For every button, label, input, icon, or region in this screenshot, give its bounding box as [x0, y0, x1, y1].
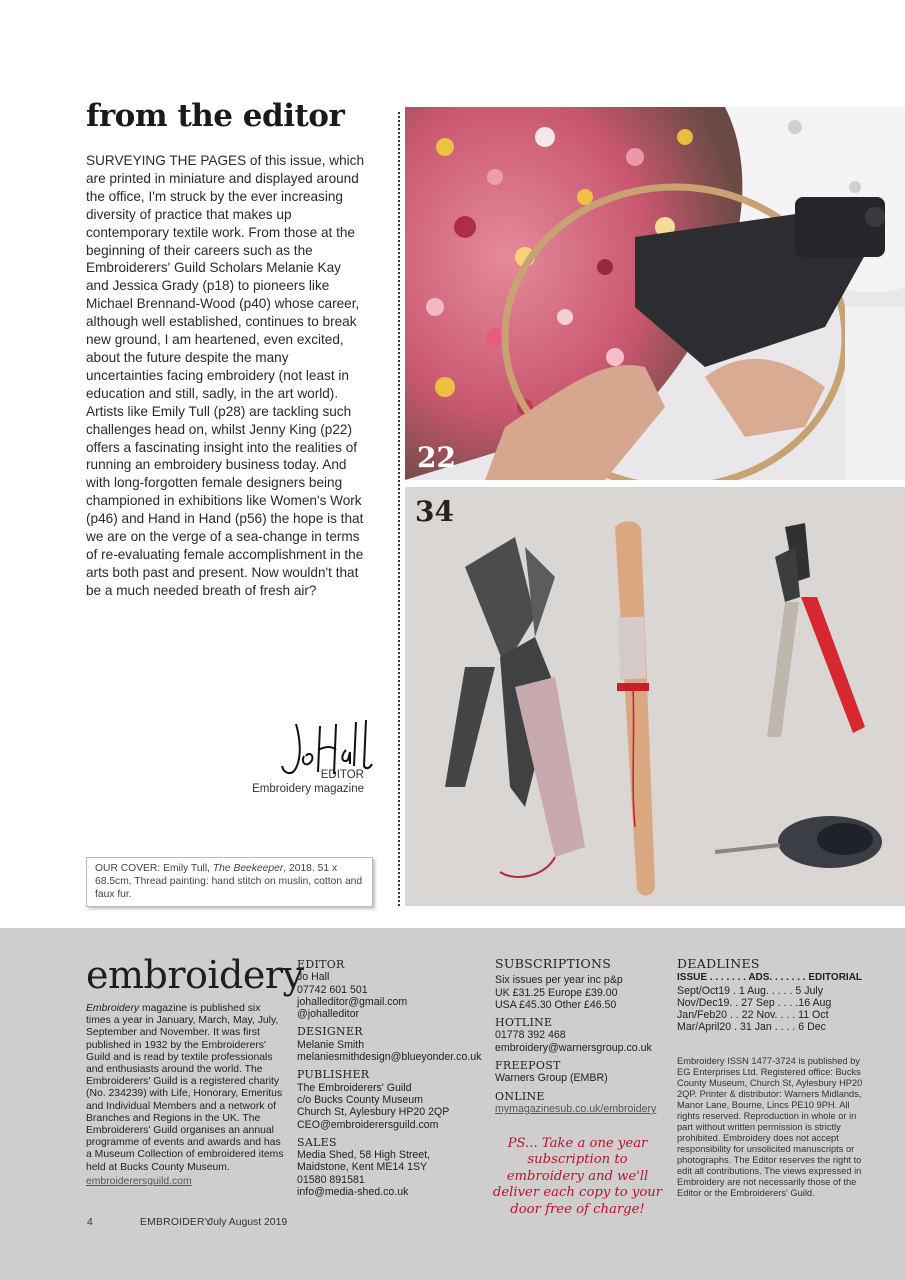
subscriptions-line-3: USA £45.30 Other £46.50 [495, 998, 617, 1011]
deadline-row: Mar/April20 . 31 Jan . . . . 6 Dec [677, 1021, 826, 1034]
signature-caption [252, 768, 364, 796]
cover-caption: OUR COVER: Emily Tull, The Beekeeper, 2018. 51 x 68.5cm. Thread painting: hand stitch on muslin, cotton and faux fur. [86, 857, 373, 907]
designer-heading: DESIGNER [297, 1025, 363, 1039]
folio-issue-date: July August 2019 [208, 1217, 288, 1228]
subscription-promo: PS... Take a one year subscription to embroidery and we'll deliver each copy to your door free of charge! [492, 1136, 663, 1217]
magazine-logo: embroidery [86, 953, 304, 997]
tools-illustration [405, 487, 905, 906]
deadlines-and-legal [677, 958, 867, 1199]
hotline-phone: 01778 392 468 [495, 1029, 566, 1042]
editor-title: from the editor [86, 98, 345, 134]
editor-publication: Embroidery magazine [252, 783, 364, 795]
deadline-row: Jan/Feb20 . . 22 Nov. . . . 11 Oct [677, 1009, 829, 1022]
sales-phone: 01580 891581 [297, 1173, 365, 1186]
subscription-url-link[interactable]: mymagazinesub.co.uk/embroidery [495, 1102, 657, 1115]
sales-heading: SALES [297, 1135, 337, 1149]
designer-email[interactable]: melaniesmithdesign@blueyonder.co.uk [297, 1051, 482, 1064]
sales-address-2: Maidstone, Kent ME14 1SY [297, 1161, 428, 1174]
guild-website-link[interactable]: embroiderersguild.com [86, 1175, 192, 1187]
hotline-email[interactable]: embroidery@warnersgroup.co.uk [495, 1041, 652, 1054]
folio-magazine-name: EMBROIDERY [140, 1217, 212, 1228]
photo-embroidery-machine [405, 107, 905, 480]
publisher-name: The Embroiderers' Guild [297, 1081, 412, 1094]
cover-work-title: The Beekeeper [212, 863, 284, 874]
photo-tools [405, 487, 905, 906]
editor-role: EDITOR [320, 769, 364, 781]
masthead-contacts [297, 959, 492, 1198]
online-heading: ONLINE [495, 1089, 545, 1103]
sales-email[interactable]: info@media-shed.co.uk [297, 1186, 409, 1199]
editor-email[interactable]: johalleditor@gmail.com [297, 995, 408, 1008]
column-divider [398, 112, 400, 906]
subscriptions-heading: SUBSCRIPTIONS [495, 956, 612, 971]
hotline-heading: HOTLINE [495, 1016, 553, 1030]
page-ref-22: 22 [417, 441, 456, 474]
legal-notice: Embroidery ISSN 1477-3724 is published by EG Enterprises Ltd. Registered office: Bucks County Museum, Church St, Aylesbury HP20 2QP. Printer & distributor: Warners Midlands, Manor Lane, Bourne, Lincs PE10 9PH. All rights reserved. Reproduction in whole or in part without written permission is strictly prohibited. Embroidery does not accept responsibility for unsolicited manuscripts or photographs. The Editor reserves the right to edit all contributions. The views expressed in Embroidery are not necessarily those of the Editor or the Embroiderers' Guild. [677, 1055, 863, 1198]
about-magazine: Embroidery magazine is published six times a year in January, March, May, July, September and November. It was first published in 1932 by the Embroiderers' Guild and is read by textile professionals and enthusiasts around the world. The Embroiderers' Guild is a registered charity (No. 234239) with Life, Honorary, Emeritus and Individual Members and a network of Branches and Regions in the UK. The Embroiderers' Guild organises an annual programme of events and awards and has a Museum Collection of embroidered items held at Bucks County Museum. embroiderersguild.com [86, 1003, 286, 1188]
editor-handle: @johalleditor [297, 1008, 359, 1021]
freepost-heading: FREEPOST [495, 1059, 561, 1073]
page-ref-34: 34 [415, 495, 454, 528]
editor-heading: EDITOR [297, 958, 345, 971]
deadlines-heading: DEADLINES [677, 956, 760, 971]
publisher-email[interactable]: CEO@embroiderersguild.com [297, 1118, 439, 1131]
editor-phone: 07742 601 501 [297, 983, 368, 996]
subscription-info [495, 958, 670, 1115]
publisher-address-1: c/o Bucks County Museum [297, 1093, 423, 1106]
deadlines-header-row: ISSUE . . . . . . . ADS. . . . . . . EDITORIAL [677, 972, 863, 984]
freepost-address: Warners Group (EMBR) [495, 1072, 608, 1085]
sales-address-1: Media Shed, 58 High Street, [297, 1149, 431, 1162]
page-number: 4 [87, 1217, 93, 1228]
deadline-row: Nov/Dec19. . 27 Sep . . . .16 Aug [677, 996, 832, 1009]
subscriptions-line-2: UK £31.25 Europe £39.00 [495, 986, 618, 999]
deadline-row: Sept/Oct19 . 1 Aug. . . . . 5 July [677, 984, 824, 997]
publisher-address-2: Church St, Aylesbury HP20 2QP [297, 1106, 450, 1119]
embroidery-machine-illustration [405, 107, 905, 480]
editor-letter: SURVEYING THE PAGES of this issue, which are printed in miniature and displayed around the office, I'm struck by the ever increasing diversity of practice that makes up contemporary textile work. From those at the beginning of their careers such as the Embroiderers' Guild Scholars Melanie Kay and Jessica Grady (p18) to pioneers like Michael Brennand-Wood (p40) whose career, although well established, continues to break new ground, I am heartened, even excited, about the future despite the many uncertainties facing embroidery (not least in education and still, sadly, in the art world). Artists like Emily Tull (p28) are tackling such challenges head on, whilst Jenny King (p22) offers a fascinating insight into the realities of running an embroidery business today. And with long-forgotten female designers being championed in exhibitions like Women's Work (p46) and Hand in Hand (p56) the hope is that we are on the verge of a sea-change in terms of re-evaluating female accomplishment in the arts both past and present. Now wouldn't that be a much needed breath of fresh air? [86, 153, 365, 598]
editor-name: Jo Hall [297, 971, 330, 984]
publisher-heading: PUBLISHER [297, 1068, 370, 1082]
subscriptions-line-1: Six issues per year inc p&p [495, 974, 623, 987]
designer-name: Melanie Smith [297, 1038, 365, 1051]
